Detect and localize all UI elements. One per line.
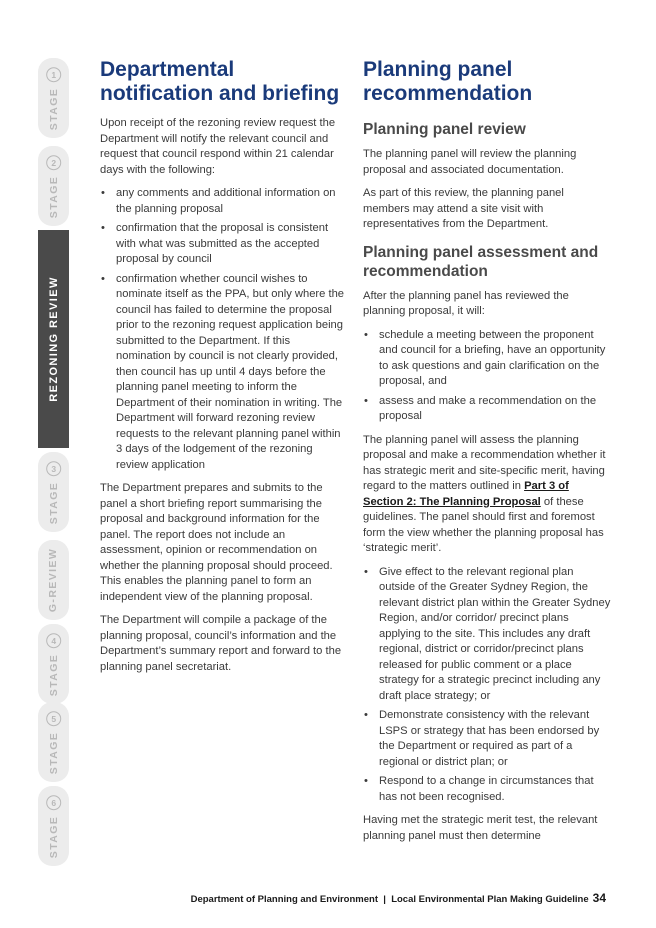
paragraph: As part of this review, the planning panel members may attend a site visit with representatives from the Department.: [363, 187, 564, 230]
tab-g-review[interactable]: [38, 540, 69, 620]
list-item: • schedule a meeting between the proponent and council for a briefing, have an opportunity to ask questions and gain clarification on the proposal, and: [363, 328, 611, 390]
section-link[interactable]: Part 3 of Section 2: The Planning Proposal: [363, 480, 569, 508]
list-item: • assess and make a recommendation on the proposal: [363, 394, 611, 425]
intro-paragraph: Upon receipt of the rezoning review request the Department will notify the relevant council and request that council respond within 21 calendar days with the following:: [100, 117, 336, 176]
tab-label: STAGE: [47, 731, 60, 774]
tab-stage-2[interactable]: [38, 146, 69, 226]
text-span: of these guidelines. The panel should first and foremost form the view whether the planning proposal has ‘strategic merit’.: [363, 495, 604, 554]
merit-criteria-list: [363, 565, 611, 806]
tab-stage-3[interactable]: [38, 452, 69, 532]
page-number: 34: [592, 891, 606, 905]
footer-text: Department of Planning and Environment | Local Environmental Plan Making Guideline: [190, 894, 589, 905]
list-item: • any comments and additional information on the planning proposal: [100, 186, 346, 217]
tab-label: G-REVIEW: [47, 547, 60, 613]
list-item: • Give effect to the relevant regional plan outside of the Greater Sydney Region, the relevant district plan within the Greater Sydney Region, and/or corridor/ precinct plans applying to the site. This includes any draft regional, district or corridor/precinct plans released for public comment or a place strategy for a strategic precinct including any draft place strategy; or: [363, 565, 611, 705]
package-paragraph: The Department will compile a package of the planning proposal, council’s information and the Department’s summary report and forward to the planning panel secretariat.: [100, 614, 342, 673]
stage-number-badge: 4: [46, 632, 61, 647]
briefing-paragraph: The Department prepares and submits to the panel a short briefing report summarising the proposal and background information for the panel. The report does not include an assessment, opinion or recommendation on whether the planning proposal should proceed. This enables the planning panel to form an independent view of the planning proposal.: [100, 482, 333, 603]
closing-paragraph: Having met the strategic merit test, the relevant planning panel must then determine: [363, 814, 598, 842]
paragraph: After the planning panel has reviewed the planning proposal, it will:: [363, 289, 569, 317]
left-column: [100, 58, 346, 683]
stage-number-badge: 3: [46, 460, 61, 475]
list-item: • confirmation whether council wishes to nominate itself as the PPA, but only where the council has failed to determine the proposal prior to the rezoning request application being submitted to the Department. If this nomination by council is not clearly provided, then council has up until 4 days before the planning panel meeting to inform the Department of their nomination in writing. The Department will forward rezoning review requests to the relevant planning panel within 3 days of the lodgement of the rezoning review application: [100, 272, 346, 474]
list-item: • Demonstrate consistency with the relevant LSPS or strategy that has been endorsed by the Department or required as part of a regional or district plan; or: [363, 708, 611, 770]
tab-stage-1[interactable]: [38, 58, 69, 138]
tab-stage-6[interactable]: [38, 786, 69, 866]
tab-stage-4[interactable]: [38, 624, 69, 704]
strategic-merit-paragraph: [363, 433, 611, 557]
section-heading: Departmental notification and briefing: [100, 58, 340, 105]
tab-label: REZONING REVIEW: [47, 276, 60, 402]
tab-label: STAGE: [47, 87, 60, 130]
list-item: • confirmation that the proposal is consistent with what was submitted as the accepted proposal by council: [100, 221, 346, 268]
council-response-list: [100, 186, 346, 473]
paragraph: The planning panel will review the planning proposal and associated documentation.: [363, 148, 577, 176]
subheading-assessment: Planning panel assessment and recommendation: [363, 243, 599, 280]
tab-label: STAGE: [47, 815, 60, 858]
stage-number-badge: 1: [46, 66, 61, 81]
stage-sidebar: [38, 58, 69, 866]
page-footer: [0, 891, 606, 905]
stage-number-badge: 6: [46, 794, 61, 809]
tab-stage-5[interactable]: [38, 702, 69, 782]
tab-rezoning-review[interactable]: [38, 230, 69, 448]
section-heading: Planning panel recommendation: [363, 58, 533, 105]
text-span: The planning panel will assess the planning proposal and make a recommendation whether it has strategic merit and site-specific merit, having regard to the matters outlined in: [363, 433, 606, 492]
tab-label: STAGE: [47, 481, 60, 524]
right-column: [363, 58, 611, 852]
tab-label: STAGE: [47, 653, 60, 696]
stage-number-badge: 5: [46, 710, 61, 725]
stage-number-badge: 2: [46, 154, 61, 169]
tab-label: STAGE: [47, 175, 60, 218]
subheading-review: Planning panel review: [363, 121, 526, 138]
list-item: • Respond to a change in circumstances that has not been recognised.: [363, 774, 611, 805]
panel-actions-list: [363, 328, 611, 425]
